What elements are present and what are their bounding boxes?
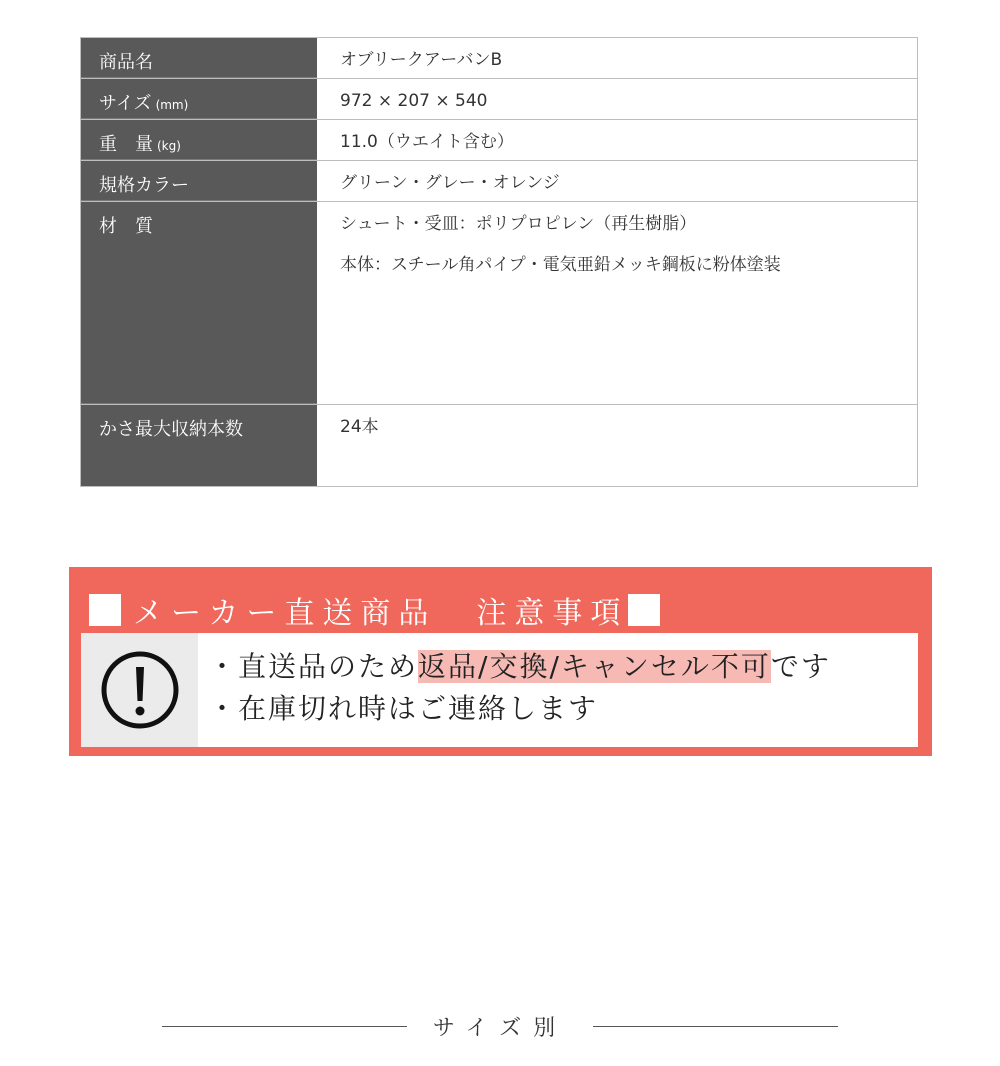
spec-label-text: 材 質 <box>99 216 153 237</box>
spec-value <box>317 405 917 486</box>
exclamation-circle-icon <box>99 649 181 731</box>
spec-value <box>317 120 917 160</box>
notice-title-right: 注意事項 <box>476 596 629 631</box>
notice-title-left: メーカー直送商品 <box>133 596 437 631</box>
spec-value-line: シュート・受皿：ポリプロピレン（再生樹脂） <box>340 214 697 234</box>
spec-label <box>81 405 317 486</box>
spec-value-line: 11.0（ウエイト含む） <box>340 132 514 152</box>
notice-line-out-of-stock: ・在庫切れ時はご連絡します <box>208 692 599 725</box>
notice-line-suffix: です <box>770 650 831 683</box>
spec-label-text: かさ最大収納本数 <box>99 419 243 440</box>
spec-value <box>317 38 917 78</box>
square-bullet-icon <box>628 594 660 626</box>
spec-label <box>81 161 317 201</box>
spec-label-text: 商品名 <box>99 52 153 73</box>
spec-label <box>81 38 317 78</box>
spec-label-unit: (mm) <box>155 98 189 112</box>
spec-row-product-name <box>81 38 917 79</box>
spec-label <box>81 79 317 119</box>
spec-row-size <box>81 79 917 120</box>
spec-row-capacity <box>81 405 917 486</box>
notice-lines <box>198 633 831 747</box>
spec-row-material <box>81 202 917 405</box>
spec-value-line: 972 × 207 × 540 <box>340 91 488 111</box>
spec-label-unit: (kg) <box>157 139 181 153</box>
heading-rule-right <box>593 1026 838 1027</box>
size-heading-label: サイズ別 <box>432 1015 568 1041</box>
notice-line-return-policy <box>208 647 831 689</box>
spec-value <box>317 79 917 119</box>
spec-table <box>80 37 918 487</box>
heading-rule-left <box>162 1026 407 1027</box>
spec-value-line: グリーン・グレー・オレンジ <box>340 173 560 193</box>
spec-label <box>81 202 317 404</box>
spec-row-color <box>81 161 917 202</box>
square-bullet-icon <box>89 594 121 626</box>
spec-row-weight <box>81 120 917 161</box>
size-section-heading <box>162 1010 838 1042</box>
spec-value-line: オブリークアーバンB <box>340 50 503 70</box>
spec-label-text: 規格カラー <box>99 175 189 196</box>
spec-value-line: 本体：スチール角パイプ・電気亜鉛メッキ鋼板に粉体塗装 <box>340 255 781 275</box>
notice-body <box>81 633 918 747</box>
notice-banner <box>69 567 932 756</box>
notice-line-highlight: 返品/交換/キャンセル不可 <box>418 650 771 683</box>
spec-label-text: サイズ <box>99 93 152 114</box>
spec-value-line: 24本 <box>340 417 379 437</box>
spec-label <box>81 120 317 160</box>
spec-value <box>317 202 917 404</box>
spec-value <box>317 161 917 201</box>
spec-label-text: 重 量 <box>99 134 153 155</box>
notice-line-prefix: ・直送品のため <box>208 650 419 683</box>
notice-title <box>89 590 660 630</box>
notice-icon-panel <box>81 633 198 747</box>
